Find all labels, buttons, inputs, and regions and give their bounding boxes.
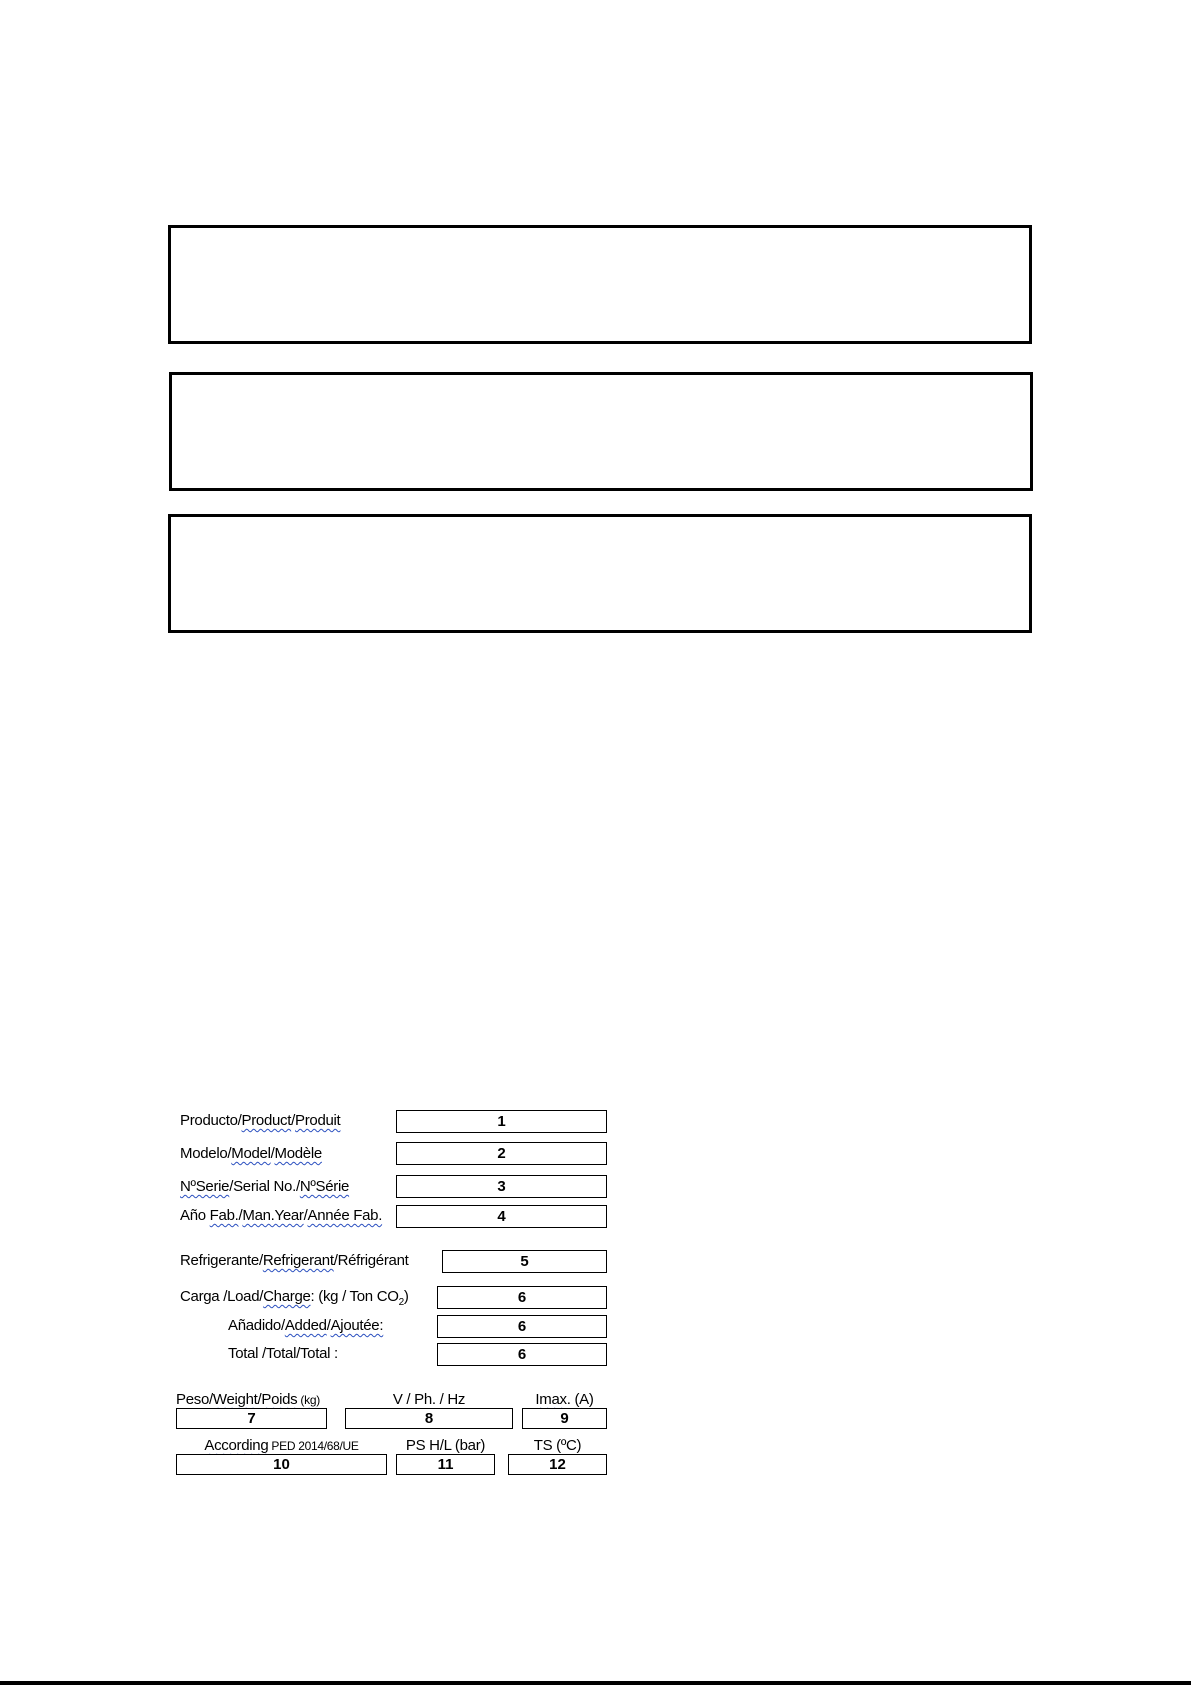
total-field[interactable]: 6 — [437, 1343, 607, 1366]
carga-label: Carga /Load/Charge: (kg / Ton $CO_2$) — [180, 1288, 409, 1308]
pshl-label: PS H/L (bar) — [405, 1437, 486, 1454]
top-frame-1 — [168, 225, 1032, 344]
carga-field[interactable]: 6 — [437, 1286, 607, 1309]
total-label: Total /Total/Total : — [228, 1345, 338, 1362]
peso-label: Peso/Weight/Poids (kg) — [176, 1391, 320, 1408]
serie-label: NºSerie/Serial No./NºSérie — [180, 1178, 350, 1195]
ano-field[interactable]: 4 — [396, 1205, 607, 1228]
ts-label: TS (ºC) — [533, 1437, 582, 1454]
refrigerante-field[interactable]: 5 — [442, 1250, 607, 1273]
according-field[interactable]: 10 — [176, 1454, 387, 1475]
refrigerante-label: Refrigerante/Refrigerant/Réfrigérant — [180, 1252, 409, 1269]
page-bottom-rule — [0, 1681, 1191, 1685]
imax-label: Imax. (A) — [535, 1391, 594, 1408]
ts-field[interactable]: 12 — [508, 1454, 607, 1475]
vph-field[interactable]: 8 — [345, 1408, 513, 1429]
producto-label: Producto/Product/Produit — [180, 1112, 341, 1129]
top-frame-2 — [169, 372, 1033, 491]
modelo-label: Modelo/Model/Modèle — [180, 1145, 322, 1162]
peso-field[interactable]: 7 — [176, 1408, 327, 1429]
according-label: According PED 2014/68/UE — [204, 1437, 359, 1454]
top-frame-3 — [168, 514, 1032, 633]
serie-field[interactable]: 3 — [396, 1175, 607, 1198]
modelo-field[interactable]: 2 — [396, 1142, 607, 1165]
anadido-field[interactable]: 6 — [437, 1315, 607, 1338]
anadido-label: Añadido/Added/Ajoutée: — [228, 1317, 384, 1334]
ano-label: Año Fab./Man.Year/Année Fab. — [180, 1207, 383, 1224]
vph-label: V / Ph. / Hz — [392, 1391, 466, 1408]
pshl-field[interactable]: 11 — [396, 1454, 495, 1475]
producto-field[interactable]: 1 — [396, 1110, 607, 1133]
imax-field[interactable]: 9 — [522, 1408, 607, 1429]
